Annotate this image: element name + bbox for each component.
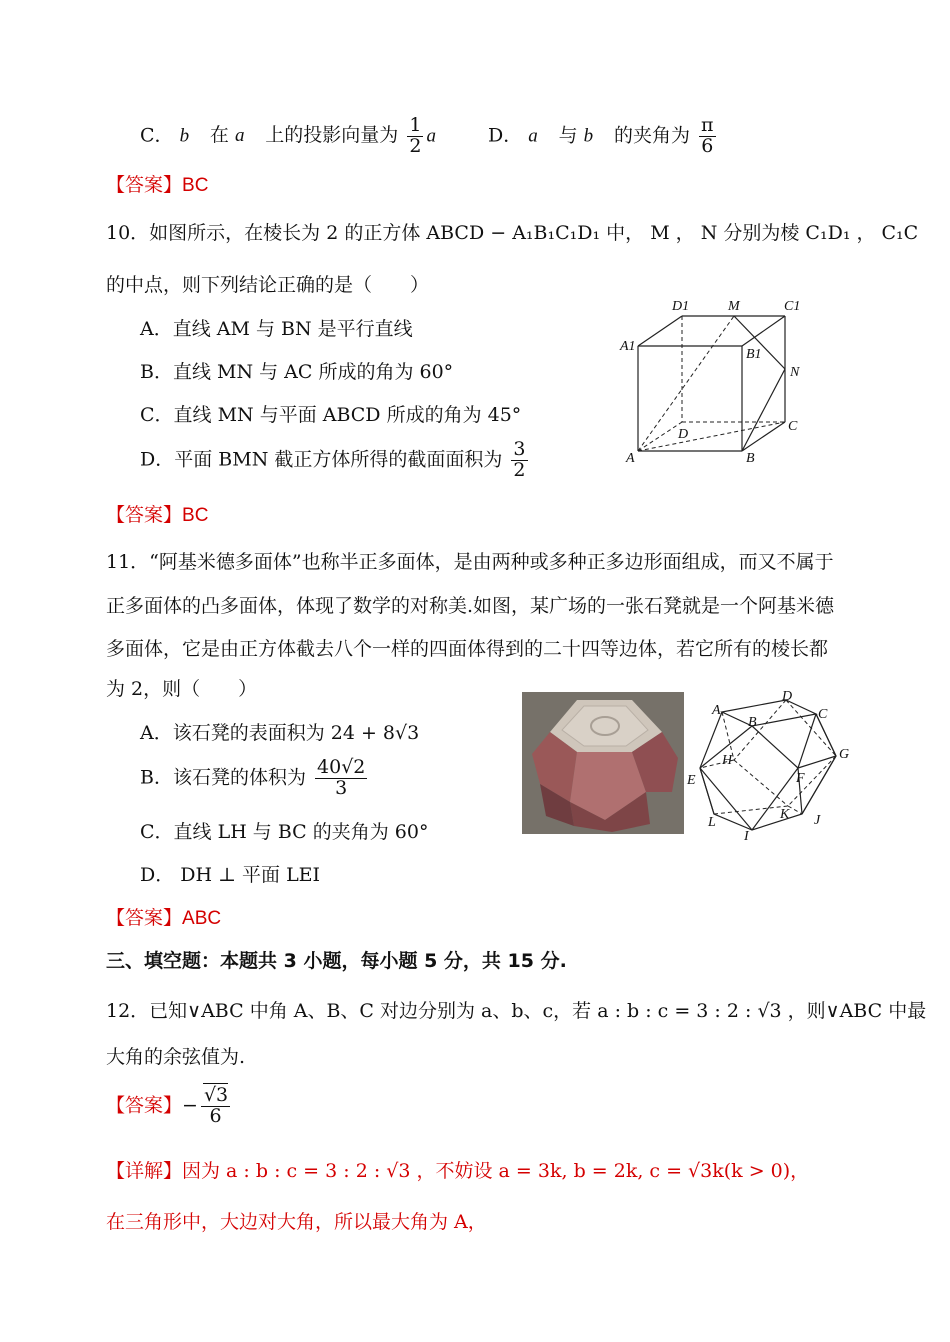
- q11-option-b: B．该石凳的体积为 $\frac{40√2}{3}$: [140, 756, 366, 799]
- label-h: H: [722, 753, 733, 768]
- q9-option-c-fraction: $\frac{1}{2}$: [409, 114, 422, 157]
- label-e: E: [687, 773, 696, 788]
- q12-detail-line1: 【详解】因为 a : b : c = 3 : 2 : √3 ，不妨设 a = 3k, b = 2k, c = √3k(k > 0)，: [106, 1160, 810, 1182]
- q9-option-d-label: D．: [488, 124, 523, 147]
- stone-stool-photo: [522, 692, 684, 834]
- q9-option-c-text: 在 a⃗ 上的投影向量为: [209, 124, 399, 147]
- q10-option-a: A．直线 AM 与 BN 是平行直线: [140, 318, 413, 340]
- q10-answer: 【答案】BC: [106, 504, 209, 526]
- label-k: K: [780, 807, 790, 822]
- label-b: B: [746, 451, 755, 466]
- label-g: G: [839, 747, 850, 762]
- label-b1: B1: [746, 347, 762, 362]
- label-a: A: [626, 451, 635, 466]
- label-j: J: [814, 813, 821, 828]
- label-d: D: [678, 427, 689, 442]
- label-a1: A1: [620, 339, 636, 354]
- q10-option-d-fraction: $\frac{3}{2}$: [513, 438, 526, 481]
- vector-b: b⃗: [179, 125, 204, 147]
- label-c1: C1: [784, 299, 801, 314]
- q9-option-d: D． a⃗ 与 b⃗ 的夹角为 $\frac{\pi}{6}$: [488, 114, 714, 157]
- label-c: C: [788, 419, 798, 434]
- q12-detail-line2: 在三角形中，大边对大角，所以最大角为 A，: [106, 1211, 487, 1233]
- label-d: D: [782, 690, 793, 704]
- label-d1: D1: [672, 299, 690, 314]
- label-f: F: [796, 771, 805, 786]
- q12-answer: 【答案】− $\frac{√3}{6}$: [106, 1084, 229, 1127]
- label-n: N: [790, 365, 800, 380]
- q10-stem-line2: 的中点，则下列结论正确的是（ ）: [106, 274, 430, 296]
- q12-stem-line2: 大角的余弦值为.: [106, 1046, 246, 1068]
- cube-figure: [610, 296, 820, 466]
- label-c: C: [818, 707, 828, 722]
- label-b: B: [748, 715, 757, 730]
- q9-answer: 【答案】BC: [106, 174, 209, 196]
- q10-option-c: C．直线 MN 与平面 ABCD 所成的角为 45°: [140, 404, 522, 426]
- label-i: I: [744, 829, 749, 840]
- q11-option-c: C．直线 LH 与 BC 的夹角为 60°: [140, 821, 429, 843]
- q11-option-d: D． DH ⊥ 平面 LEI: [140, 864, 321, 886]
- q11-stem-line4: 为 2，则（ ）: [106, 678, 258, 700]
- q12-stem-line1: 12．已知∨ABC 中角 A、B、C 对边分别为 a、b、c，若 a : b : c = 3 : 2 : √3 ，则∨ABC 中最: [106, 1000, 927, 1022]
- q11-stem-line3: 多面体，它是由正方体截去八个一样的四面体得到的二十四等边体，若它所有的棱长都: [106, 638, 829, 660]
- label-a: A: [712, 703, 721, 718]
- q9-option-c: C． b⃗ 在 a⃗ 上的投影向量为 $\frac{1}{2}$ a⃗: [140, 114, 451, 157]
- label-l: L: [708, 815, 716, 830]
- q11-answer: 【答案】ABC: [106, 907, 222, 929]
- q10-stem-line1: 10．如图所示，在棱长为 2 的正方体 ABCD − A₁B₁C₁D₁ 中， M ， N 分别为棱 C₁D₁ ， C₁C: [106, 222, 919, 244]
- polyhedron-figure: [684, 690, 854, 840]
- q11-stem-line2: 正多面体的凸多面体，体现了数学的对称美.如图，某广场的一张石凳就是一个阿基米德: [106, 595, 835, 617]
- q11-option-b-fraction: $\frac{40√2}{3}$: [317, 756, 366, 799]
- q9-option-c-label: C．: [140, 124, 174, 147]
- q11-option-a: A．该石凳的表面积为 24 + 8√3: [140, 722, 420, 744]
- q10-option-b: B．直线 MN 与 AC 所成的角为 60°: [140, 361, 454, 383]
- q12-answer-fraction: $\frac{√3}{6}$: [201, 1086, 230, 1127]
- label-m: M: [728, 299, 740, 314]
- q11-stem-line1: 11．“阿基米德多面体”也称半正多面体，是由两种或多种正多边形面组成，而又不属于: [106, 551, 834, 573]
- q9-option-d-fraction: $\frac{\pi}{6}$: [701, 114, 714, 157]
- section-3-title: 三、填空题：本题共 3 小题，每小题 5 分，共 15 分.: [106, 950, 567, 972]
- q10-option-d: D．平面 BMN 截正方体所得的截面面积为 $\frac{3}{2}$: [140, 438, 526, 481]
